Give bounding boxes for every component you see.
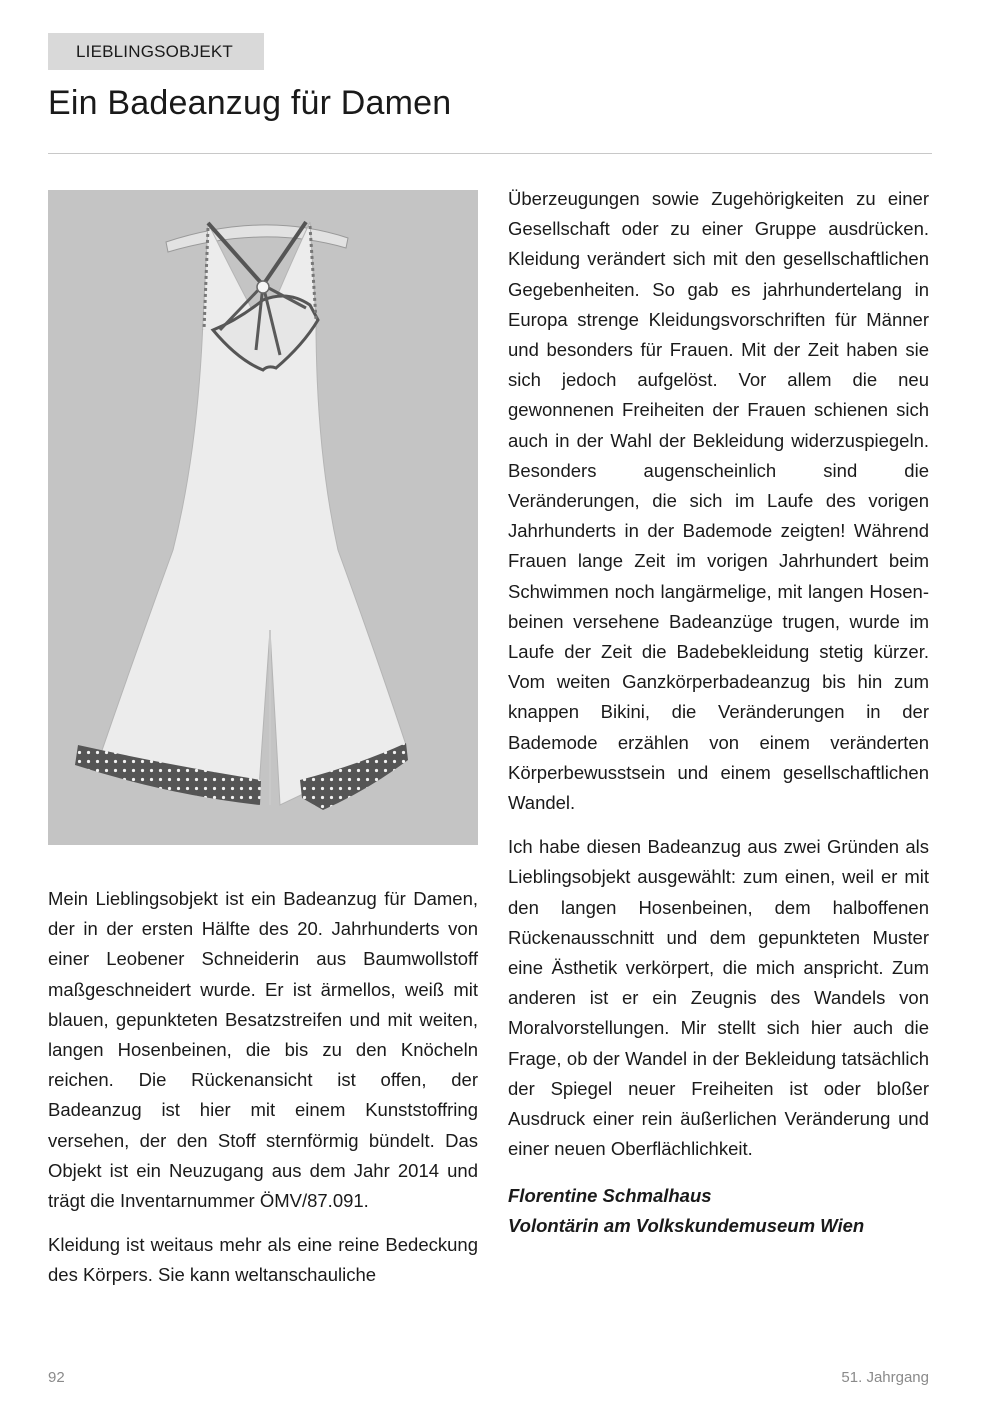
section-kicker-label: LIEBLINGSOBJEKT	[76, 42, 233, 61]
author-signature	[508, 1181, 929, 1241]
author-role: Volontärin am Volkskundemuseum Wien	[508, 1214, 865, 1236]
right-column	[508, 184, 929, 1241]
title-divider	[48, 153, 932, 154]
paragraph-clothing-start: Kleidung ist weitaus mehr als eine reine Bedeckung des Körpers. Sie kann weltanschauliche	[48, 1234, 478, 1286]
article-title: Ein Badeanzug für Damen	[48, 84, 452, 122]
paragraph-clothing-continued: Überzeugungen sowie Zugehörigkeiten zu einer Gesellschaft oder zu einer Gruppe ausdrücken. Kleidung verändert sich mit den gesellschaftlichen Gegebenheiten. So gab es jahrhundertelang in Europa strenge Kleidungsvorschriften für Männer und besonders für Frauen. Mit der Zeit haben sie sich jedoch aufgelöst. Vor allem die neu gewonnenen Freiheiten der Frauen schienen sich auch in der Wahl der Bekleidung widerzuspiegeln. Besonders augenscheinlich sind die Veränderungen, die sich im Laufe des vorigen Jahrhunderts in der Bademode zeigten! Während Frauen lange Zeit im vorigen Jahrhundert beim Schwimmen noch langärmelige, mit langen Hosenbeinen versehene Badeanzüge trugen, wurde im Laufe der Zeit die Badebekleidung stetig kürzer. Vom weiten Ganzkörperbadeanzug bis hin zum knappen Bikini, die Veränderungen in der Bademode erzählen von einem veränderten Körperbewusstsein und einem gesellschaftlichen Wandel.	[508, 188, 929, 814]
volume-label: 51. Jahrgang	[841, 1369, 929, 1386]
page-number: 92	[48, 1369, 65, 1386]
paragraph-intro: Mein Lieblingsobjekt ist ein Badeanzug für Damen, der in der ersten Hälfte des 20. Jahrhunderts von einer Leobener Schneiderin aus Baumwollstoff maßgeschneidert wurde. Er ist ärmellos, weiß mit blauen, gepunkteten Besatzstreifen und mit weiten, langen Hosenbeinen, die bis zu den Knöcheln reichen. Die Rückenansicht ist offen, der Badeanzug ist hier mit einem Kunststoffring versehen, der den Stoff sternförmig bündelt. Das Objekt ist ein Neuzugang aus dem Jahr 2014 und trägt die Inventarnummer ÖMV/87.091.	[48, 888, 478, 1212]
paragraph-reasons: Ich habe diesen Badeanzug aus zwei Gründen als Lieblingsobjekt ausgewählt: zum einen, weil er mit den langen Hosenbeinen, dem halboffenen Rückenausschnitt und dem gepunkteten Muster eine Ästhetik verkörpert, die mich anspricht. Zum anderen ist er ein Zeugnis des Wandels von Moralvorstellungen. Mir stellt sich hier auch die Frage, ob der Wandel in der Bekleidung tatsächlich der Spiegel neuer Freiheiten ist oder bloßer Ausdruck einer rein äußerlichen Veränderung und einer neuen Oberflächlichkeit.	[508, 836, 929, 1160]
section-kicker	[48, 33, 264, 70]
left-column	[48, 884, 478, 1305]
swimsuit-image-icon	[48, 190, 478, 845]
swimsuit-photo	[48, 190, 478, 845]
author-name: Florentine Schmalhaus	[508, 1184, 712, 1206]
